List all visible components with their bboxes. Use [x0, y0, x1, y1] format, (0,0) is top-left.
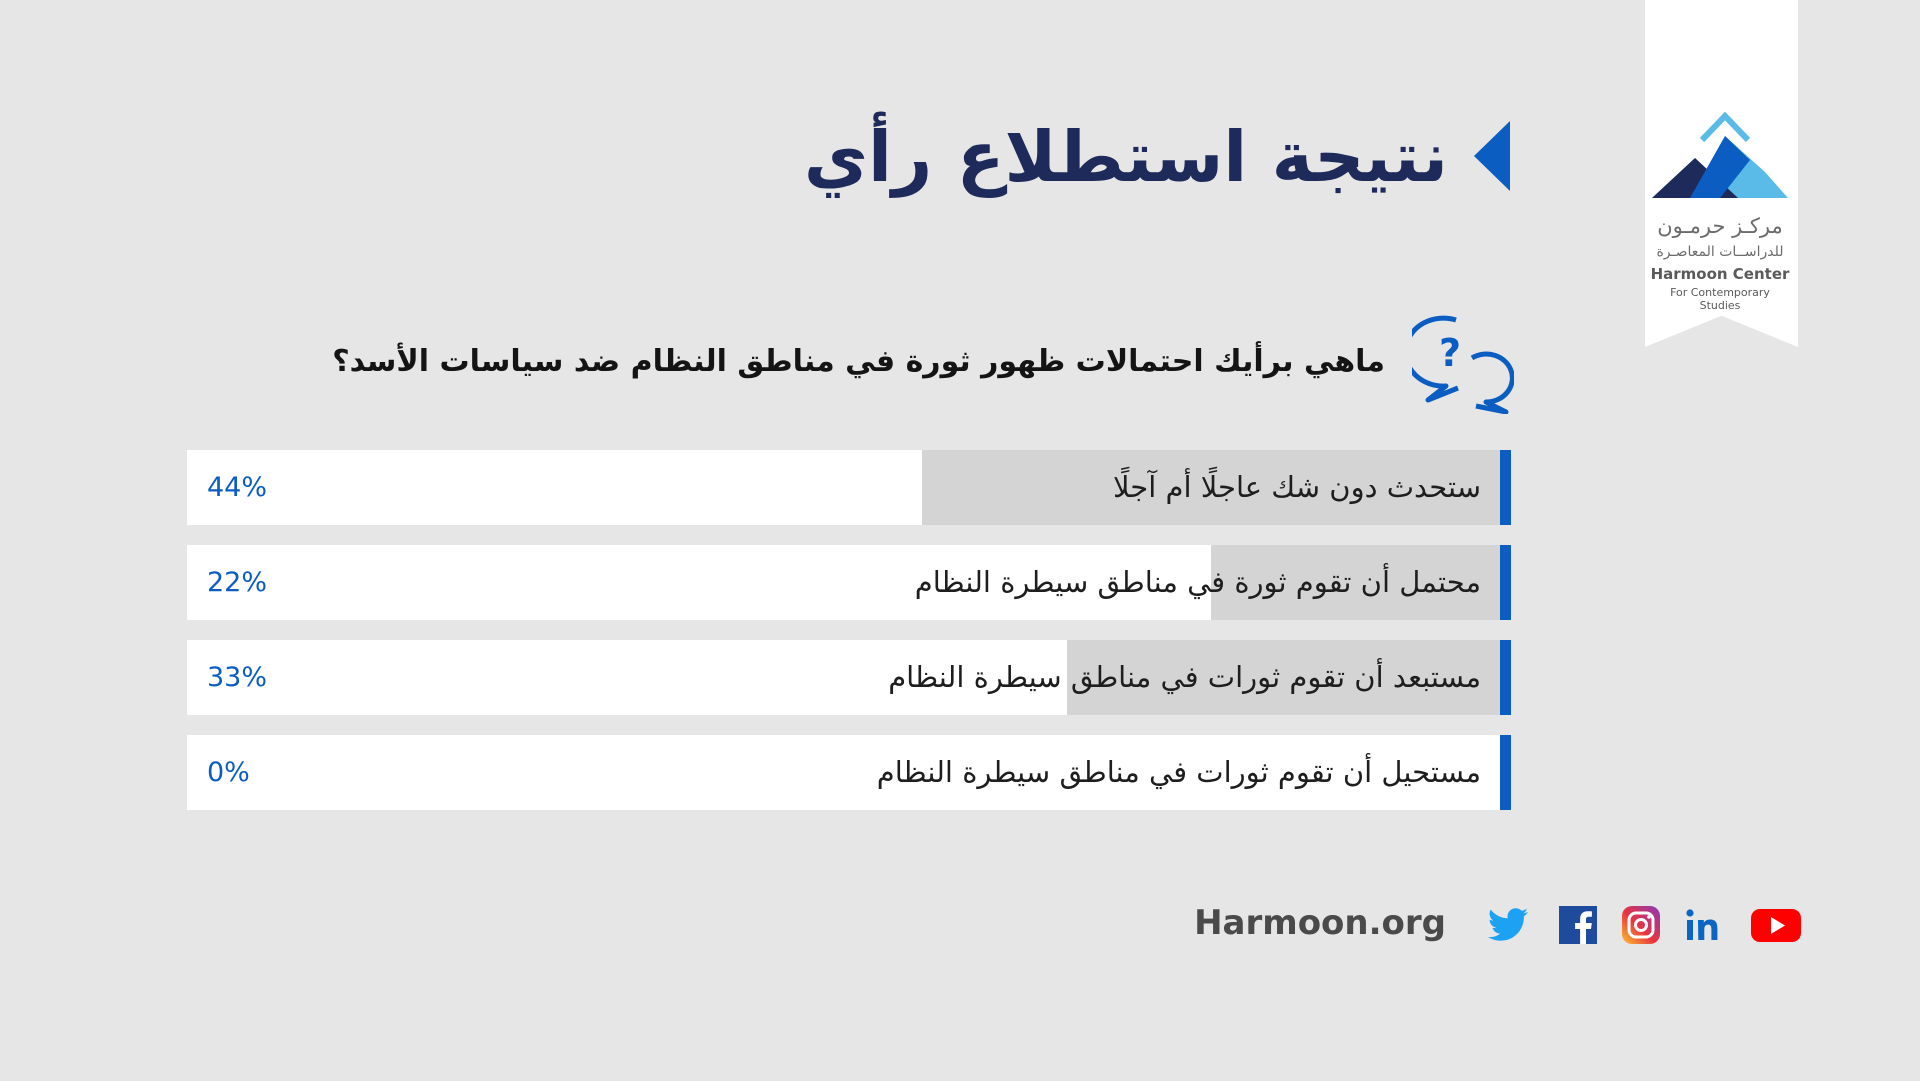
logo-arabic-subtitle: للدراســات المعاصـرة [1656, 244, 1784, 260]
instagram-icon[interactable] [1619, 903, 1663, 947]
bar-row [187, 640, 1511, 715]
bar-category-label: مستحيل أن تقوم ثورات في مناطق سيطرة النظام [876, 755, 1481, 789]
bar-value-label: 22% [207, 567, 268, 598]
bar-row [187, 545, 1511, 620]
logo-arabic-name: مركـز حرمـون [1657, 214, 1783, 238]
bar-category-label: مستبعد أن تقوم ثورات في مناطق سيطرة النظام [888, 660, 1481, 694]
youtube-icon[interactable] [1750, 903, 1802, 947]
bar-category-label: ستحدث دون شك عاجلًا أم آجلًا [1112, 470, 1481, 504]
facebook-icon[interactable] [1556, 903, 1600, 947]
bar-value-label: 33% [207, 662, 268, 693]
bar-accent [1500, 735, 1511, 810]
bar-accent [1500, 640, 1511, 715]
bar-row [187, 450, 1511, 525]
bar-value-label: 44% [207, 472, 268, 503]
harmoon-logo-mountains [1650, 108, 1790, 203]
website-link[interactable]: Harmoon.org [1194, 903, 1446, 943]
logo-english-name: Harmoon Center [1650, 265, 1790, 283]
logo-english-subtitle: For Contemporary Studies [1670, 286, 1770, 312]
poll-results-chart [187, 450, 1511, 810]
bar-accent [1500, 545, 1511, 620]
twitter-icon[interactable] [1486, 903, 1530, 947]
svg-text:?: ? [1438, 331, 1462, 375]
poll-question: ماهي برأيك احتمالات ظهور ثورة في مناطق النظام ضد سياسات الأسد؟ [332, 344, 1385, 379]
title-arrow-icon [1474, 121, 1510, 191]
bar-accent [1500, 450, 1511, 525]
linkedin-icon[interactable] [1681, 903, 1725, 947]
question-chat-icon [1412, 314, 1514, 414]
bar-row [187, 735, 1511, 810]
bar-category-label: محتمل أن تقوم ثورة في مناطق سيطرة النظام [914, 565, 1481, 599]
page-title: نتيجة استطلاع رأي [803, 116, 1448, 198]
bar-value-label: 0% [207, 757, 250, 788]
